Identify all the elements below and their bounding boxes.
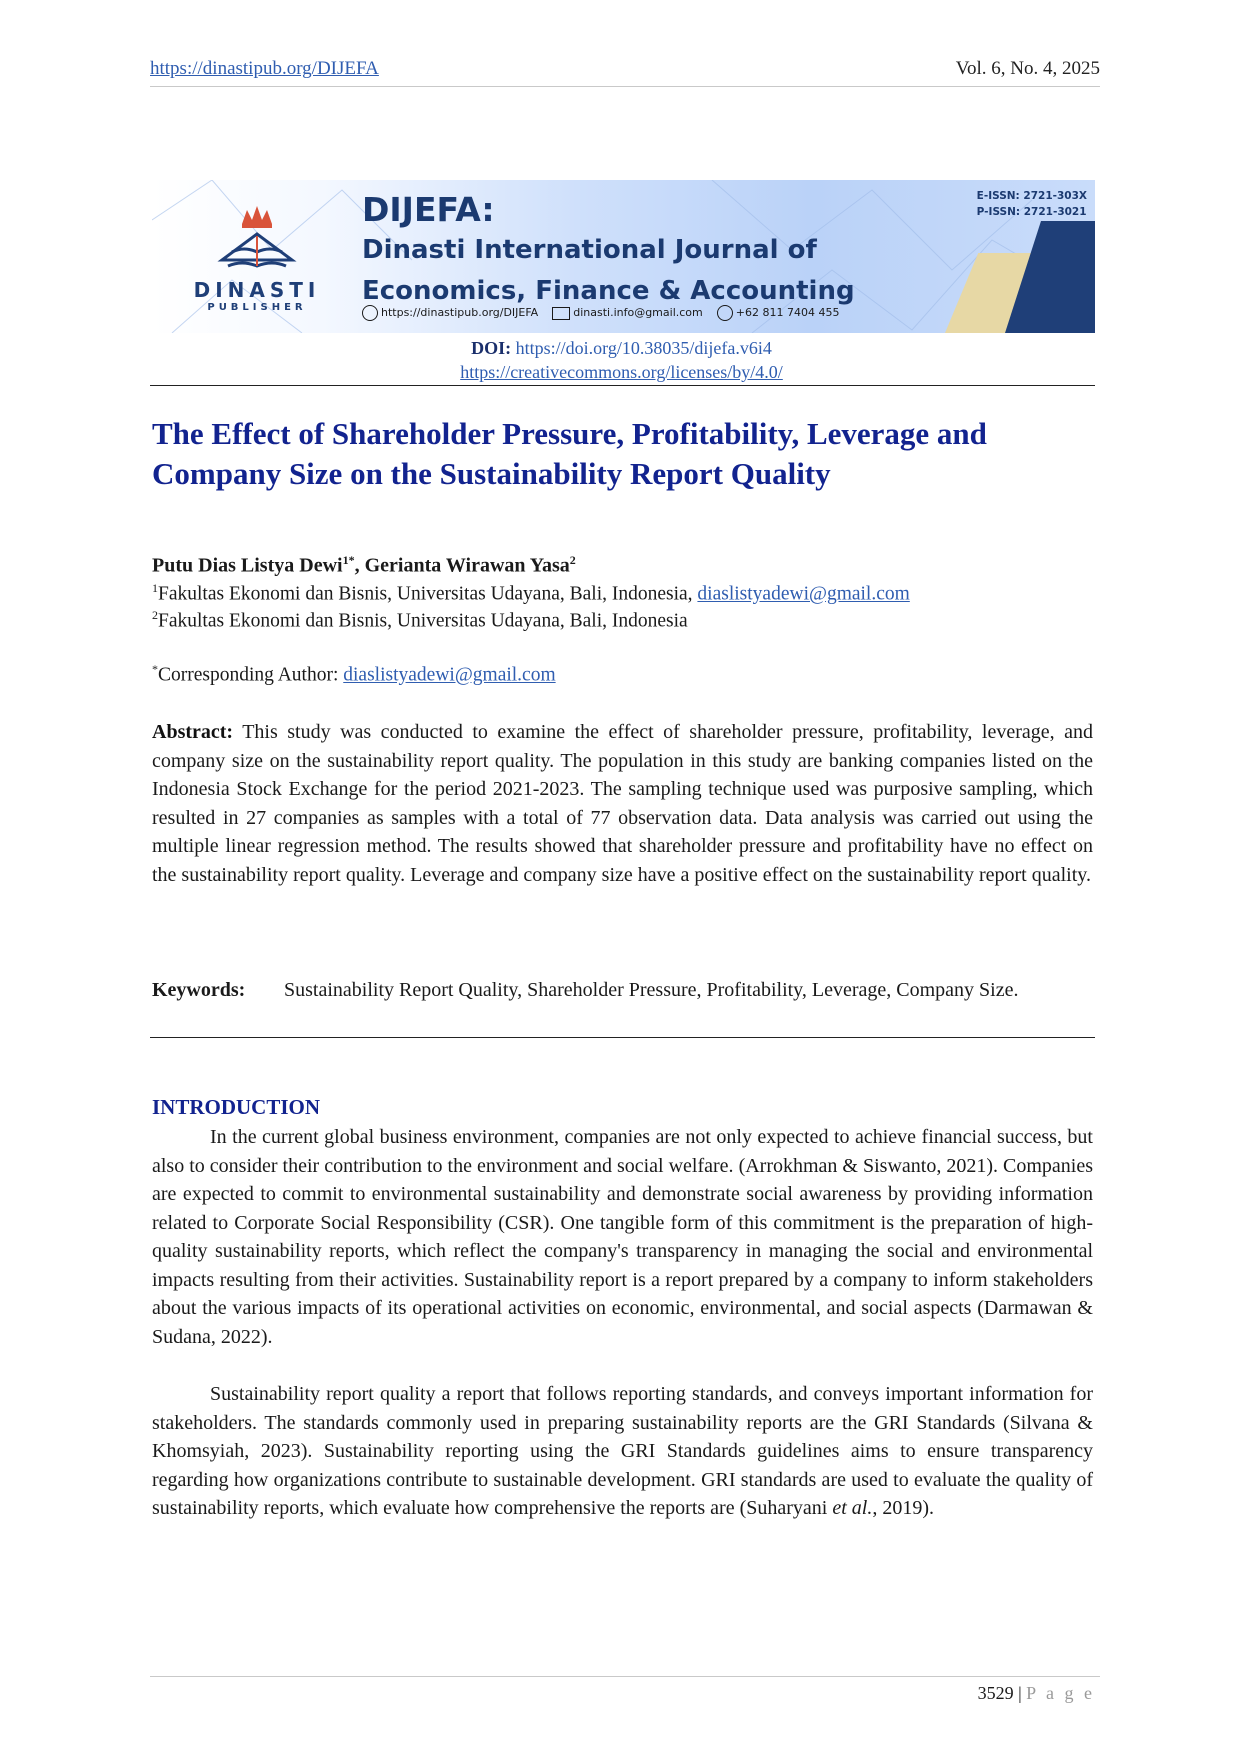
intro-paragraph-2 <box>152 1380 1093 1523</box>
author-1-marker: 1* <box>342 553 355 567</box>
keywords-label: Keywords: <box>152 979 246 1001</box>
paper-title: The Effect of Shareholder Pressure, Profitability, Leverage and Company Size on the Sustainability Report Quality <box>152 416 987 491</box>
journal-contacts <box>362 305 839 321</box>
affiliation-1-text: Fakultas Ekonomi dan Bisnis, Universitas Udayana, Bali, Indonesia, <box>158 583 698 605</box>
page-footer <box>978 1683 1095 1704</box>
author-list <box>152 553 576 578</box>
affiliation-2 <box>152 608 688 633</box>
author-1: Putu Dias Listya Dewi <box>152 554 343 577</box>
footer-separator: | <box>1013 1683 1027 1703</box>
publisher-logo <box>192 202 322 322</box>
volume-info: Vol. 6, No. 4, 2025 <box>955 58 1100 79</box>
website-contact <box>362 305 538 321</box>
corresponding-author <box>152 662 556 687</box>
phone-text: +62 811 7404 455 <box>735 306 840 319</box>
affiliation-1-marker: 1 <box>152 581 158 595</box>
journal-url-link[interactable]: https://dinastipub.org/DIJEFA <box>150 58 379 79</box>
doi-link[interactable]: https://doi.org/10.38035/dijefa.v6i4 <box>515 338 772 358</box>
intro-paragraph-2-end: , 2019). <box>872 1497 935 1519</box>
section-heading-introduction: INTRODUCTION <box>152 1095 321 1119</box>
phone-icon <box>717 305 733 321</box>
page-label: P a g e <box>1026 1683 1095 1703</box>
doi-line <box>150 336 1093 360</box>
affiliation-2-text: Fakultas Ekonomi dan Bisnis, Universitas Udayana, Bali, Indonesia <box>158 610 688 632</box>
intro-paragraph-1: In the current global business environment, companies are not only expected to achieve financial success, but also to consider their contribution to the environment and social welfare. (Arrokhman & Siswanto, 2021). Companies are expected to commit to environmental sustainability and demonstrate social awareness by providing information related to Corporate Social Responsibility (CSR). One tangible form of this commitment is the preparation of high-quality sustainability reports, which reflect the company's transparency in managing the social and environmental impacts resulting from their activities. Sustainability report is a report prepared by a company to inform stakeholders about the various impacts of its operational activities on economic, environmental, and social aspects (Darmawan & Sudana, 2022). <box>152 1126 1093 1348</box>
corresponding-email-link[interactable]: diaslistyadewi@gmail.com <box>343 664 556 686</box>
keywords-text: Sustainability Report Quality, Shareholder Pressure, Profitability, Leverage, Company Size. <box>284 979 1019 1001</box>
journal-title-line1: Dinasti International Journal of <box>362 235 817 265</box>
author-separator: , <box>354 554 365 577</box>
crown-book-icon <box>192 202 322 276</box>
keywords-divider <box>150 1037 1095 1038</box>
author-2-marker: 2 <box>569 553 576 567</box>
globe-icon <box>362 305 378 321</box>
intro-paragraph-2-main: Sustainability report quality a report that follows reporting standards, and conveys important information for stakeholders. The standards commonly used in preparing sustainability reports are the GRI Standards (Silvana & Khomsyiah, 2023). Sustainability reporting using the GRI Standards guidelines aims to ensure transparency regarding how organizations contribute to sustainable development. GRI standards are used to evaluate the quality of sustainability reports, which evaluate how comprehensive the reports are (Suharyani <box>152 1383 1093 1519</box>
website-text: https://dinastipub.org/DIJEFA <box>381 306 539 319</box>
affiliation-1 <box>152 581 910 606</box>
email-text: dinasti.info@gmail.com <box>573 306 703 320</box>
header-divider <box>150 86 1100 87</box>
eissn: E-ISSN: 2721-303X <box>976 190 1087 202</box>
footer-divider <box>150 1676 1100 1677</box>
corresponding-marker: * <box>152 662 158 676</box>
logo-subtitle: PUBLISHER <box>207 302 307 313</box>
mail-icon <box>552 307 570 320</box>
intro-paragraph-2-italic: et al. <box>832 1497 873 1519</box>
doi-block <box>150 336 1093 384</box>
abstract-text: This study was conducted to examine the effect of shareholder pressure, profitability, leverage, and company size on the sustainability report quality. The population in this study are banking companies listed on the Indonesia Stock Exchange for the period 2021-2023. The sampling technique used was purposive sampling, which resulted in 27 companies as samples with a total of 77 observation data. Data analysis was carried out using the multiple linear regression method. The results showed that shareholder pressure and profitability have no effect on the sustainability report quality. Leverage and company size have a positive effect on the sustainability report quality. <box>152 721 1094 886</box>
issn-block <box>977 188 1087 220</box>
doi-divider <box>150 385 1095 386</box>
journal-banner <box>152 180 1095 333</box>
email-contact <box>552 306 703 320</box>
doi-label: DOI: <box>471 338 512 358</box>
page-number: 3529 <box>977 1683 1014 1703</box>
phone-contact <box>717 305 840 321</box>
author-2: Gerianta Wirawan Yasa <box>364 554 570 577</box>
affiliation-2-marker: 2 <box>152 608 158 622</box>
affiliation-1-email-link[interactable]: diaslistyadewi@gmail.com <box>697 583 910 605</box>
running-header <box>150 58 1100 88</box>
corresponding-label: Corresponding Author: <box>158 664 344 686</box>
abstract-label: Abstract: <box>152 721 234 743</box>
journal-full-title <box>362 230 855 312</box>
journal-abbreviation: DIJEFA: <box>362 190 495 229</box>
logo-name: DINASTI <box>193 278 321 302</box>
pissn: P-ISSN: 2721-3021 <box>976 206 1087 218</box>
journal-title-line2: Economics, Finance & Accounting <box>362 276 855 306</box>
license-link[interactable]: https://creativecommons.org/licenses/by/4.0/ <box>460 362 783 382</box>
abstract <box>152 718 1093 889</box>
